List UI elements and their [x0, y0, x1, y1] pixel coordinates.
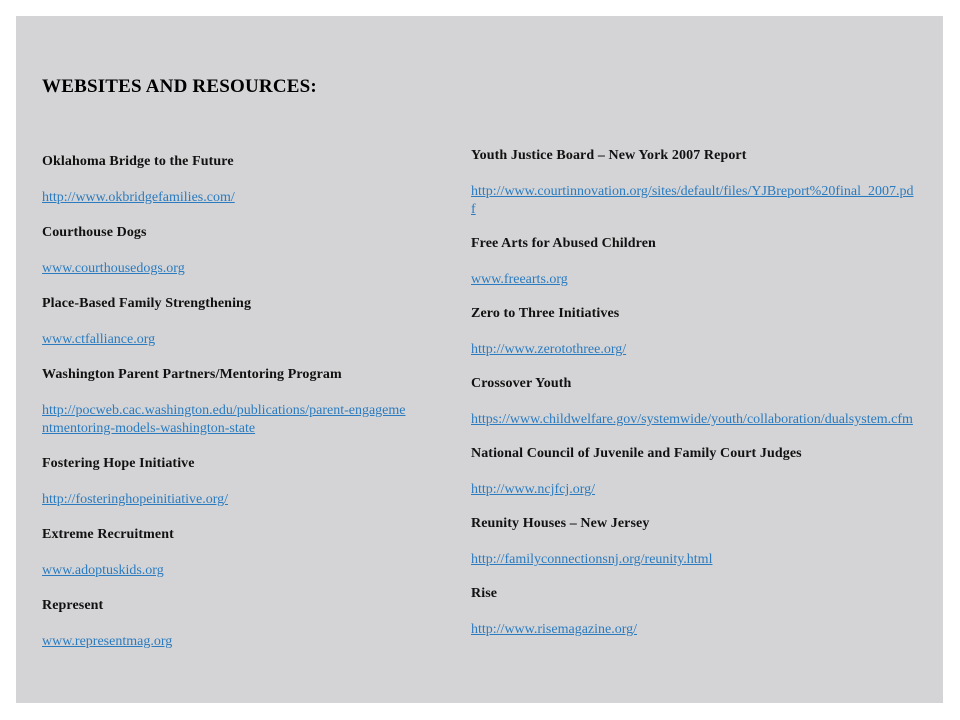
resource-link[interactable]: www.adoptuskids.org — [42, 563, 164, 578]
resource-link[interactable]: www.freearts.org — [471, 272, 568, 287]
resource-title: Reunity Houses – New Jersey — [471, 516, 650, 531]
page-title: WEBSITES AND RESOURCES: — [42, 76, 317, 97]
resource-title: Place-Based Family Strengthening — [42, 296, 252, 311]
resource-link[interactable]: http://www.risemagazine.org/ — [471, 622, 638, 637]
resource-link[interactable]: http://www.okbridgefamilies.com/ — [42, 190, 235, 205]
resource-title: Youth Justice Board – New York 2007 Report — [471, 148, 747, 163]
resource-link[interactable]: www.representmag.org — [42, 634, 173, 649]
resource-title: Crossover Youth — [471, 376, 572, 391]
resource-link[interactable]: http://familyconnectionsnj.org/reunity.html — [471, 552, 713, 567]
resource-title: Fostering Hope Initiative — [42, 456, 195, 471]
resource-title: Free Arts for Abused Children — [471, 236, 656, 251]
resource-link[interactable]: http://www.ncjfcj.org/ — [471, 482, 596, 497]
left-resource-column — [42, 153, 412, 668]
resource-link[interactable]: http://www.zerotothree.org/ — [471, 342, 627, 357]
resource-link[interactable]: www.courthousedogs.org — [42, 261, 185, 276]
resource-link[interactable]: www.ctfalliance.org — [42, 332, 156, 347]
resource-title: Represent — [42, 598, 104, 613]
resource-link[interactable]: http://fosteringhopeinitiative.org/ — [42, 492, 228, 507]
resource-title: National Council of Juvenile and Family Court Judges — [471, 446, 802, 461]
resource-title: Extreme Recruitment — [42, 527, 174, 542]
slide — [16, 16, 943, 703]
right-resource-column — [471, 147, 916, 655]
resource-link[interactable]: http://pocweb.cac.washington.edu/publications/parent-engagementmentoring-models-washington-state — [42, 403, 406, 436]
resource-title: Rise — [471, 586, 498, 601]
resource-title: Washington Parent Partners/Mentoring Program — [42, 367, 342, 382]
resource-link[interactable]: http://www.courtinnovation.org/sites/default/files/YJBreport%20final_2007.pdf — [471, 184, 914, 217]
resource-title: Oklahoma Bridge to the Future — [42, 154, 234, 169]
resource-link[interactable]: https://www.childwelfare.gov/systemwide/youth/collaboration/dualsystem.cfm — [471, 412, 913, 427]
resource-title: Zero to Three Initiatives — [471, 306, 620, 321]
resource-title: Courthouse Dogs — [42, 225, 147, 240]
